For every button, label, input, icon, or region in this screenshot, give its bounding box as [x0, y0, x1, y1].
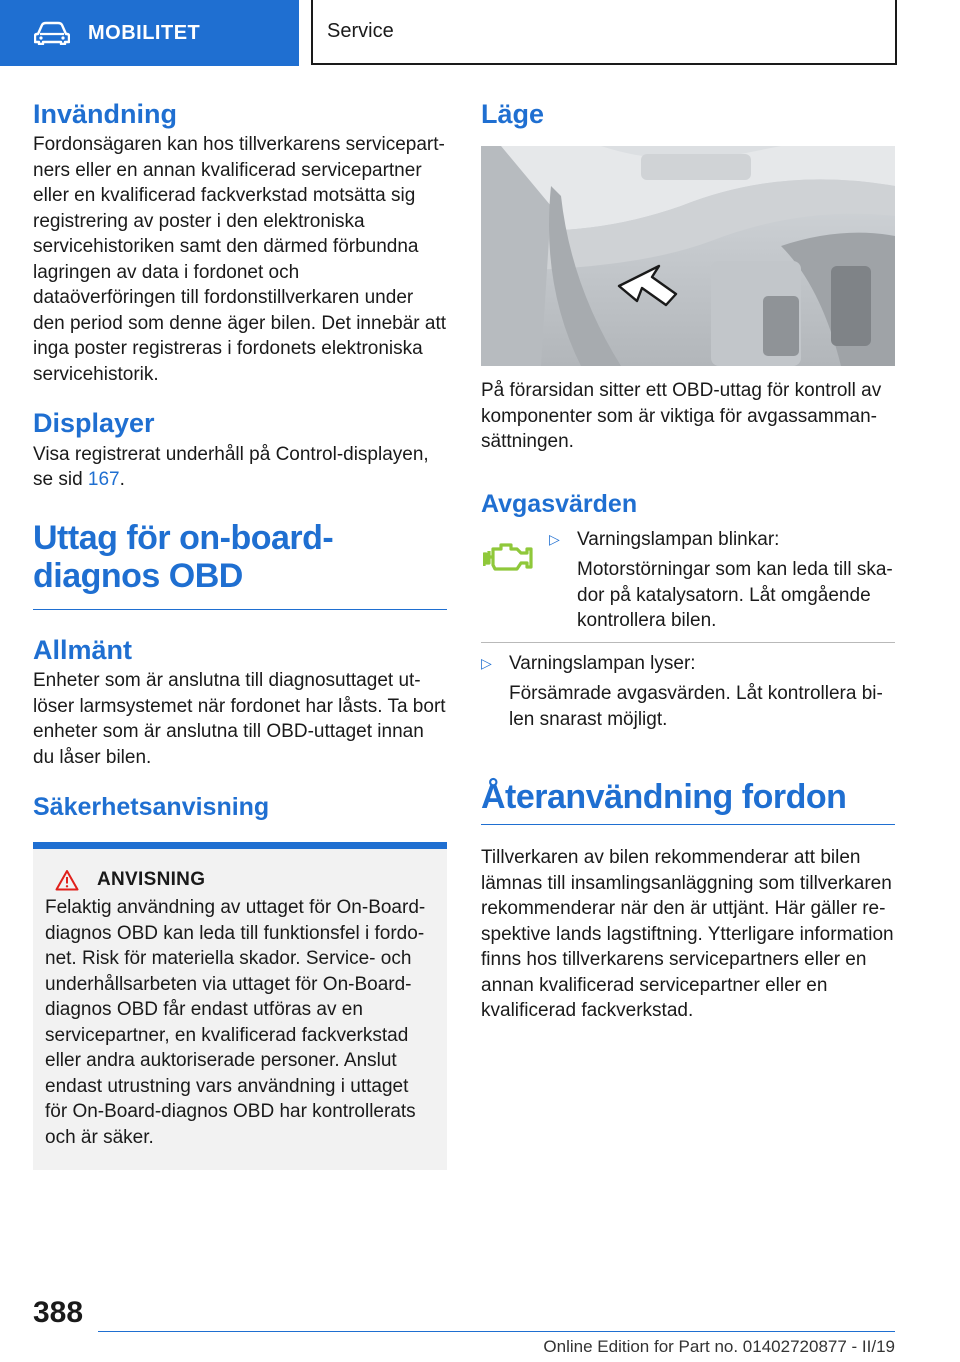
avgas-list	[481, 527, 895, 733]
notice-header	[55, 869, 435, 891]
page-link-167[interactable]: 167	[87, 469, 120, 491]
paragraph-lage: På förarsidan sitter ett OBD-uttag för kontroll av komponenter som är viktiga för avgassammansättningen.	[481, 380, 882, 453]
triangle-bullet-icon: ▷	[481, 654, 492, 671]
obd-location-illustration	[481, 146, 895, 366]
displayer-text: Visa registrerat underhåll på Control-displayen, se sid	[33, 443, 429, 491]
heading-ateranvandning: Återanvändning fordon	[481, 778, 847, 817]
list-item-lyser	[481, 651, 895, 733]
item-lyser-head: Varningslampan lyser:	[509, 652, 696, 674]
footer-edition: Online Edition for Part no. 01402720877 - II/19	[543, 1337, 895, 1356]
heading-sakerhet: Säkerhetsanvisning	[33, 793, 270, 822]
warning-triangle-icon	[55, 869, 79, 891]
notice-box	[33, 842, 447, 1170]
car-icon	[34, 21, 70, 45]
displayer-end: .	[119, 469, 125, 491]
paragraph-allmant: Enheter som är anslutna till diagnosuttaget utlöser larmsystemet när fordonet har låsts. Ta bort enheter som är anslutna till OBD-uttaget innan du låser bilen.	[33, 670, 446, 768]
page-number: 388	[33, 1296, 84, 1329]
list-item-blinkar	[549, 527, 895, 634]
heading-invandning: Invändning	[33, 99, 177, 129]
heading-obd: Uttag för on-board-diagnos OBD	[33, 518, 334, 595]
heading-displayer: Displayer	[33, 408, 155, 439]
footer-rule	[98, 1331, 895, 1332]
item-lyser-body: Försämrade avgasvärden. Låt kontrollera bilen snarast möjligt.	[509, 683, 883, 730]
paragraph-ateranvandning: Tillverkaren av bilen rekommenderar att bilen lämnas till insamlingsanläggning som tillverkaren rekommenderar när den är uttjänt. Här gäller respektive lands lagstiftning. Ytterligare information finns hos tillverkarens servicepartners eller en annan kvalificerad servicepartner eller en kvalificerad fackverkstad.	[481, 847, 894, 1022]
heading-lage: Läge	[481, 99, 545, 129]
heading-avgas: Avgasvärden	[481, 489, 638, 518]
paragraph-invandning: Fordonsägaren kan hos tillverkarens servicepartners eller en annan kvalificerad servicepartner eller en kvalificerad fackverkstad motsätta sig registrering av poster i den elektroniska servicehistoriken samt den därmed förbundna lagringen av data i fordonet och dataöverföringen till fordonstillverkaren under den period som denne äger bilen. Det innebär att inga poster registreras i fordonets elektroniska servicehistorik.	[33, 134, 446, 385]
heading-obd-rule	[33, 609, 447, 610]
paragraph-displayer	[33, 442, 447, 493]
left-column	[33, 98, 447, 1170]
section-tab[interactable]	[311, 0, 897, 65]
chapter-label: MOBILITET	[88, 21, 201, 44]
chapter-tab[interactable]	[0, 0, 299, 66]
heading-allmant: Allmänt	[33, 634, 133, 665]
page-header	[0, 0, 960, 66]
right-column	[481, 98, 895, 1024]
item-blinkar-head: Varningslampan blinkar:	[577, 528, 780, 550]
heading-ateranvandning-rule	[481, 824, 895, 825]
notice-title: ANVISNING	[97, 869, 206, 891]
item-blinkar-body: Motorstörningar som kan leda till skador på katalysatorn. Låt omgående kontrollera bilen.	[577, 559, 893, 632]
list-divider	[481, 642, 895, 643]
engine-warning-icon	[483, 539, 533, 575]
notice-body: Felaktig användning av uttaget för On-Board-diagnos OBD kan leda till funktionsfel i fordonet. Risk för materiella skador. Service- och underhållsarbeten via uttaget för On-Board-diagnos OBD får endast utföras av en servicepartner, en kvalificerad fackverkstad eller andra auktoriserade personer. Anslut endast utrustning vars användning i uttaget för On-Board-diagnos OBD har kontrollerats och är säker.	[45, 897, 426, 1148]
triangle-bullet-icon: ▷	[549, 530, 560, 547]
obd-location-photo	[481, 146, 895, 366]
section-label: Service	[327, 20, 394, 42]
